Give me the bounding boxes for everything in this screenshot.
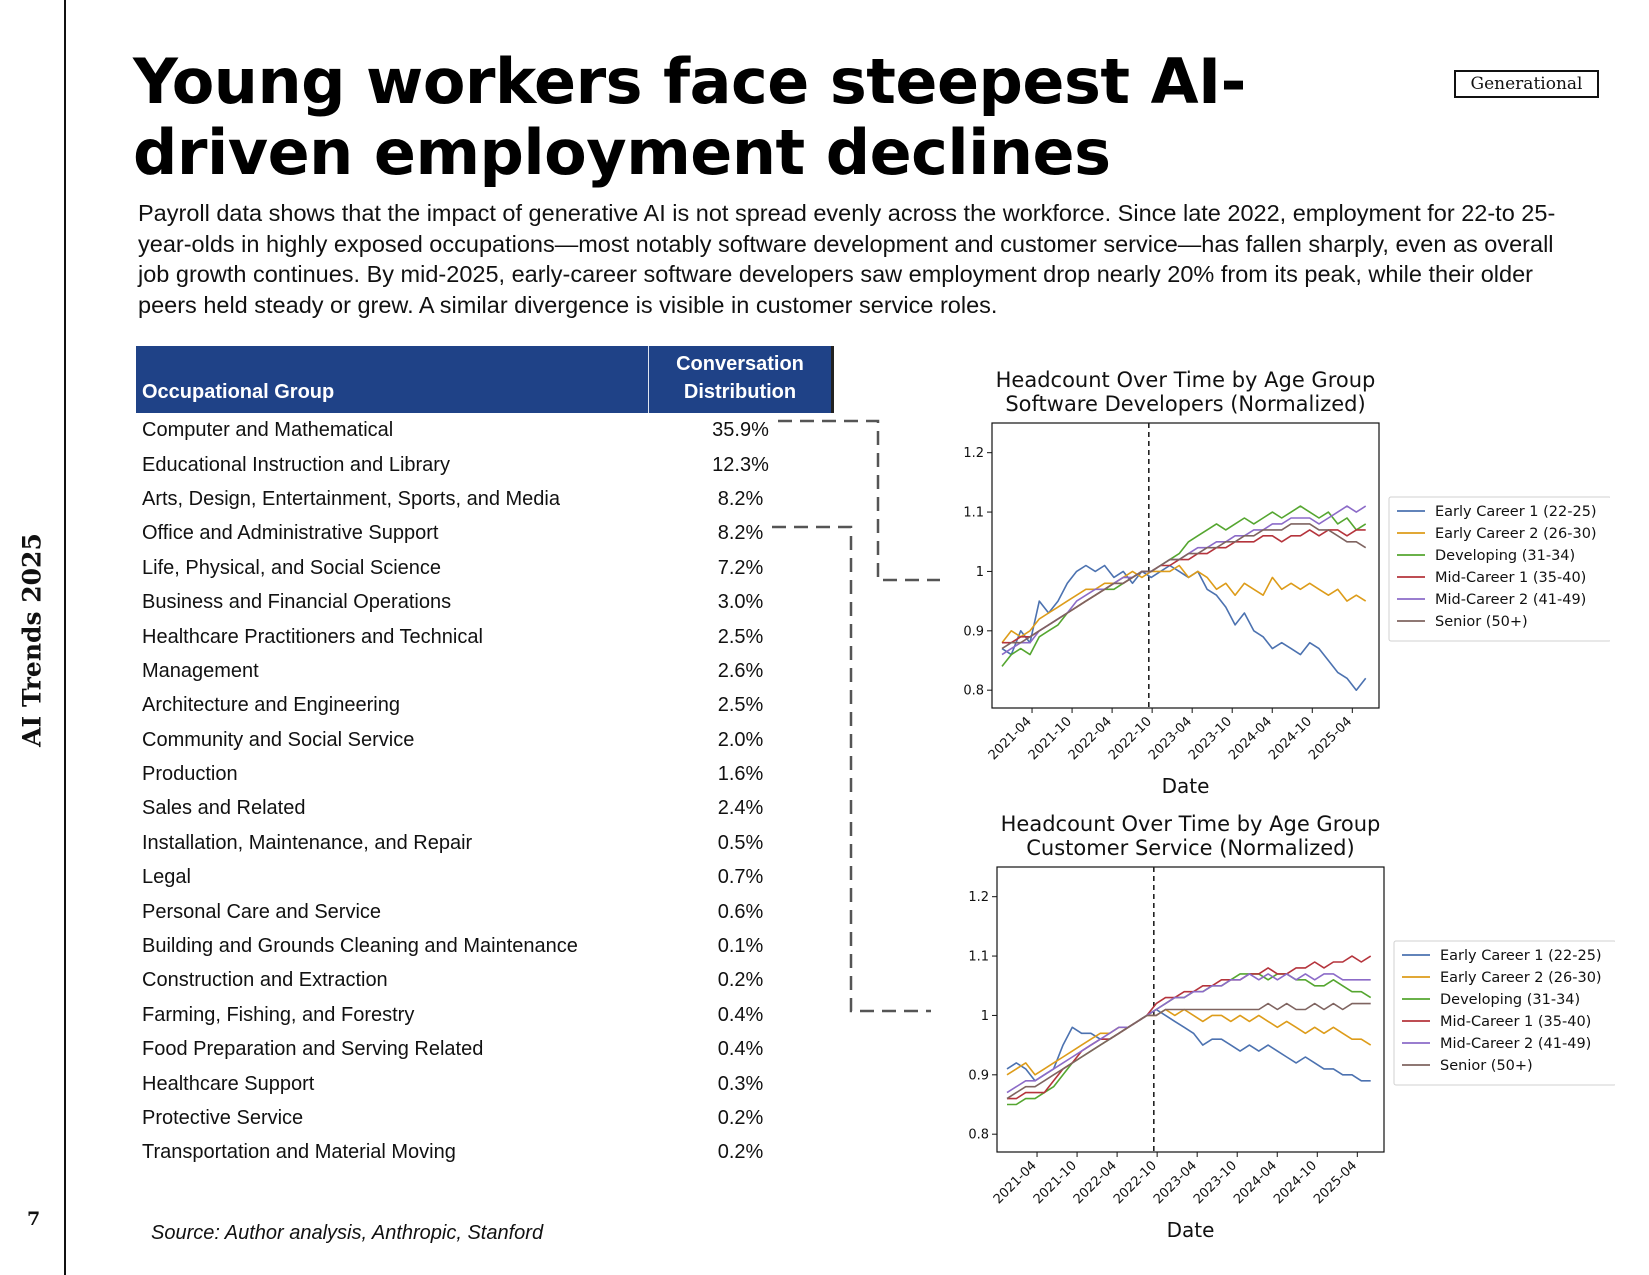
legend-label: Developing (31-34) xyxy=(1435,548,1576,564)
x-tick-label: 2021-04 xyxy=(990,1158,1040,1208)
distribution-cell: 0.2% xyxy=(717,1141,764,1164)
occupation-cell: Arts, Design, Entertainment, Sports, and Media xyxy=(142,487,560,510)
x-tick-label: 2021-04 xyxy=(985,714,1035,764)
distribution-cell: 8.2% xyxy=(717,522,764,545)
y-tick-label: 1.2 xyxy=(963,446,984,462)
distribution-cell: 12.3% xyxy=(712,453,769,476)
software-developers-chart xyxy=(950,366,1610,806)
column-header-occupation: Occupational Group xyxy=(136,346,649,413)
legend-label: Senior (50+) xyxy=(1440,1058,1533,1074)
legend-label: Mid-Career 2 (41-49) xyxy=(1435,592,1587,608)
y-tick-label: 1 xyxy=(975,564,984,580)
occupation-cell: Life, Physical, and Social Science xyxy=(142,556,442,579)
occupation-cell: Legal xyxy=(142,866,191,889)
column-header-distribution: Conversation Distribution xyxy=(649,346,833,413)
page-title: Young workers face steepest AI-driven employment declines xyxy=(133,45,1246,189)
occupation-cell: Healthcare Practitioners and Technical xyxy=(142,625,483,648)
x-tick-label: 2024-10 xyxy=(1266,714,1316,764)
x-tick-label: 2024-10 xyxy=(1271,1158,1321,1208)
x-tick-label: 2021-10 xyxy=(1030,1158,1080,1208)
y-tick-label: 0.8 xyxy=(963,683,984,699)
legend-label: Early Career 2 (26-30) xyxy=(1440,970,1602,986)
occupation-cell: Management xyxy=(142,659,259,682)
distribution-cell: 0.2% xyxy=(717,969,764,992)
x-tick-label: 2023-10 xyxy=(1191,1158,1241,1208)
series-line xyxy=(1002,506,1366,654)
x-tick-label: 2024-04 xyxy=(1231,1158,1281,1208)
x-axis-label: Date xyxy=(1161,774,1210,798)
distribution-cell: 0.5% xyxy=(717,831,764,854)
y-tick-label: 0.8 xyxy=(968,1127,989,1143)
distribution-cell: 0.4% xyxy=(717,1003,764,1026)
occupation-cell: Educational Instruction and Library xyxy=(142,453,450,476)
y-tick-label: 1.1 xyxy=(963,505,984,521)
occupation-cell: Community and Social Service xyxy=(142,728,415,751)
distribution-cell: 0.6% xyxy=(717,900,764,923)
distribution-cell: 1.6% xyxy=(717,763,764,786)
legend-label: Mid-Career 1 (35-40) xyxy=(1435,570,1587,586)
legend-label: Developing (31-34) xyxy=(1440,992,1581,1008)
distribution-cell: 0.1% xyxy=(717,935,764,958)
source-note: Source: Author analysis, Anthropic, Stanford xyxy=(151,1222,544,1244)
distribution-cell: 2.0% xyxy=(717,728,764,751)
distribution-cell: 35.9% xyxy=(712,419,769,442)
x-tick-label: 2025-04 xyxy=(1311,1158,1361,1208)
distribution-cell: 0.7% xyxy=(717,866,764,889)
distribution-cell: 8.2% xyxy=(717,487,764,510)
occupation-cell: Business and Financial Operations xyxy=(142,591,452,614)
x-tick-label: 2024-04 xyxy=(1226,714,1276,764)
chart-title: Software Developers (Normalized) xyxy=(1005,392,1366,416)
legend-label: Early Career 1 (22-25) xyxy=(1435,504,1597,520)
x-tick-label: 2022-04 xyxy=(1070,1158,1120,1208)
series-line xyxy=(1007,974,1371,1105)
legend-label: Senior (50+) xyxy=(1435,614,1528,630)
occupation-cell: Installation, Maintenance, and Repair xyxy=(142,831,473,854)
occupation-cell: Protective Service xyxy=(142,1107,304,1129)
x-tick-label: 2022-10 xyxy=(1110,1158,1160,1208)
distribution-cell: 0.4% xyxy=(717,1038,764,1061)
distribution-cell: 0.3% xyxy=(717,1072,764,1095)
chart-title: Headcount Over Time by Age Group xyxy=(995,368,1376,392)
occupation-cell: Construction and Extraction xyxy=(142,969,388,992)
x-tick-label: 2023-04 xyxy=(1145,714,1196,764)
x-tick-label: 2023-04 xyxy=(1150,1158,1201,1208)
x-tick-label: 2022-04 xyxy=(1065,714,1115,764)
series-line xyxy=(1007,1004,1371,1099)
y-tick-label: 1.2 xyxy=(968,890,989,906)
distribution-cell: 2.6% xyxy=(717,659,764,682)
occupation-cell: Food Preparation and Serving Related xyxy=(142,1038,484,1061)
x-axis-label: Date xyxy=(1166,1218,1215,1242)
occupation-cell: Personal Care and Service xyxy=(142,900,382,923)
occupation-cell: Sales and Related xyxy=(142,797,306,820)
legend-label: Mid-Career 1 (35-40) xyxy=(1440,1014,1592,1030)
connector-customer-service xyxy=(772,527,931,1011)
occupation-cell: Architecture and Engineering xyxy=(142,694,400,717)
chart-title: Headcount Over Time by Age Group xyxy=(1000,812,1381,836)
plot-frame xyxy=(992,423,1379,708)
distribution-cell: 2.5% xyxy=(717,694,764,717)
legend-label: Mid-Career 2 (41-49) xyxy=(1440,1036,1592,1052)
y-tick-label: 1 xyxy=(980,1008,989,1024)
chart-title: Customer Service (Normalized) xyxy=(1026,836,1355,860)
connector-software xyxy=(778,421,940,580)
series-line xyxy=(1007,1010,1371,1075)
y-tick-label: 0.9 xyxy=(968,1068,989,1084)
category-tag: Generational xyxy=(1454,70,1599,98)
page-number: 7 xyxy=(27,1208,41,1230)
intro-paragraph: Payroll data shows that the impact of generative AI is not spread evenly across the workforce. Since late 2022, employment for 22-to 25-year-olds in highly exposed occupations—most notably software development and customer service—has fallen sharply, even as overall job growth continues. By mid-2025, early-career software developers saw employment drop nearly 20% from its peak, while their older peers held steady or grew. A similar divergence is visible in customer service roles. xyxy=(138,200,1556,318)
legend-label: Early Career 1 (22-25) xyxy=(1440,948,1602,964)
x-tick-label: 2025-04 xyxy=(1306,714,1356,764)
y-tick-label: 0.9 xyxy=(963,624,984,640)
legend-label: Early Career 2 (26-30) xyxy=(1435,526,1597,542)
occupation-cell: Building and Grounds Cleaning and Maintenance xyxy=(142,935,578,958)
occupation-cell: Office and Administrative Support xyxy=(142,522,439,545)
distribution-cell: 2.5% xyxy=(717,625,764,648)
distribution-cell: 2.4% xyxy=(717,797,764,820)
distribution-cell: 7.2% xyxy=(717,556,764,579)
report-label: AI Trends 2025 xyxy=(17,533,47,747)
occupation-cell: Transportation and Material Moving xyxy=(142,1141,456,1164)
occupation-cell: Healthcare Support xyxy=(142,1072,315,1095)
distribution-cell: 3.0% xyxy=(717,591,764,614)
distribution-cell: 0.2% xyxy=(717,1107,764,1129)
occupation-cell: Production xyxy=(142,763,238,786)
x-tick-label: 2022-10 xyxy=(1105,714,1155,764)
occupation-cell: Computer and Mathematical xyxy=(142,419,394,442)
customer-service-chart xyxy=(955,810,1615,1250)
y-tick-label: 1.1 xyxy=(968,949,989,965)
series-line xyxy=(1002,524,1366,649)
x-tick-label: 2023-10 xyxy=(1186,714,1236,764)
x-tick-label: 2021-10 xyxy=(1025,714,1075,764)
occupation-cell: Farming, Fishing, and Forestry xyxy=(142,1003,415,1026)
